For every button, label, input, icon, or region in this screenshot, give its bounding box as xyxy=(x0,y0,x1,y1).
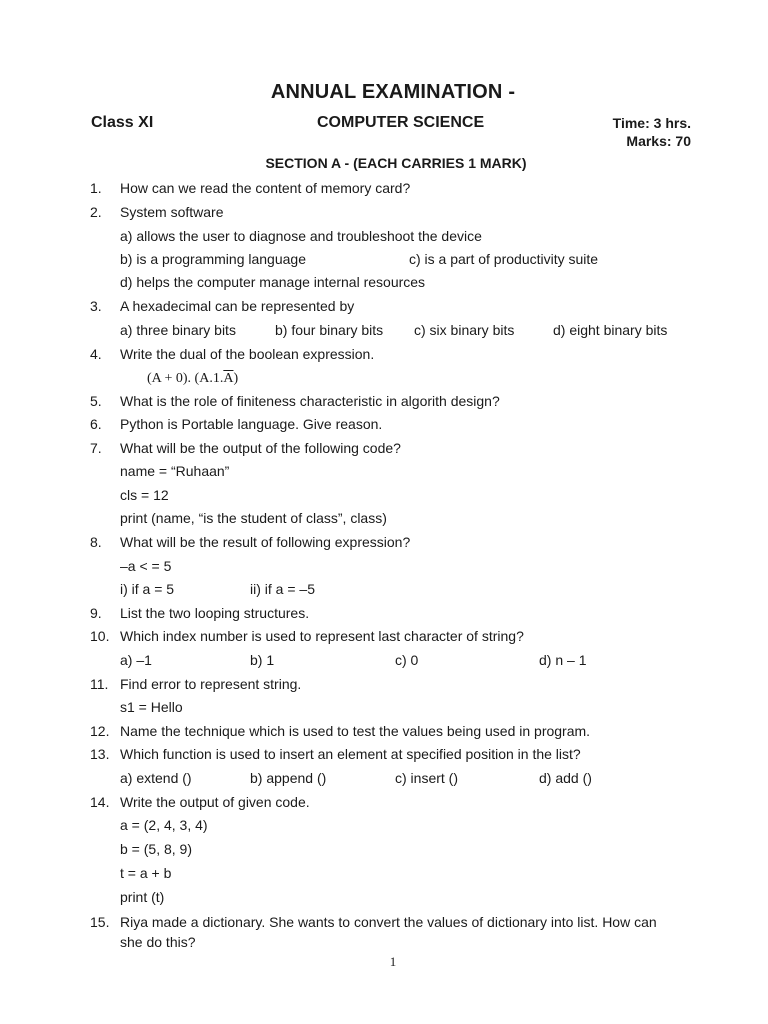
question-text: Python is Portable language. Give reason. xyxy=(120,416,383,432)
question-text: What will be the output of the following code? xyxy=(120,440,401,456)
subject-label: COMPUTER SCIENCE xyxy=(317,114,485,131)
option-row xyxy=(0,272,768,293)
question-text: Which function is used to insert an element at specified position in the list? xyxy=(120,746,581,762)
question-8 xyxy=(0,532,768,553)
option-b: b) is a programming language xyxy=(120,251,306,267)
option-b: b) append () xyxy=(250,770,327,786)
option-a: a) three binary bits xyxy=(120,322,236,338)
question-text: System software xyxy=(120,204,224,220)
question-1 xyxy=(0,178,768,199)
section-title: SECTION A - (EACH CARRIES 1 MARK) xyxy=(265,155,527,171)
code-line: b = (5, 8, 9) xyxy=(120,841,192,857)
question-text: Find error to represent string. xyxy=(120,676,302,692)
time-label: Time: 3 hrs. xyxy=(612,115,691,131)
question-number: 10. xyxy=(90,628,110,644)
question-number: 7. xyxy=(90,440,102,456)
code-line: s1 = Hello xyxy=(120,699,183,715)
question-number: 4. xyxy=(90,346,102,362)
question-number: 8. xyxy=(90,534,102,550)
question-number: 15. xyxy=(90,914,110,930)
option-a: a) allows the user to diagnose and troubleshoot the device xyxy=(120,228,482,244)
option-row xyxy=(0,320,768,341)
question-14 xyxy=(0,792,768,813)
option-d: d) eight binary bits xyxy=(553,322,668,338)
option-row xyxy=(0,226,768,247)
option-row xyxy=(0,249,768,270)
option-d: d) add () xyxy=(539,770,592,786)
question-number: 12. xyxy=(90,723,110,739)
question-7 xyxy=(0,438,768,459)
option-row xyxy=(0,768,768,789)
question-text: Name the technique which is used to test the values being used in program. xyxy=(120,723,591,739)
option-b: b) 1 xyxy=(250,652,275,668)
option-row xyxy=(0,579,768,600)
question-4 xyxy=(0,344,768,365)
question-6 xyxy=(0,414,768,435)
question-11 xyxy=(0,674,768,695)
question-13 xyxy=(0,744,768,765)
question-text: Write the dual of the boolean expression. xyxy=(120,346,375,362)
option-b: b) four binary bits xyxy=(275,322,384,338)
question-5 xyxy=(0,391,768,412)
exam-title: ANNUAL EXAMINATION - xyxy=(270,81,516,103)
question-text: What will be the result of following expression? xyxy=(120,534,411,550)
question-number: 11. xyxy=(90,676,109,692)
code-line: print (name, “is the student of class”, class) xyxy=(120,510,387,526)
boolean-expression xyxy=(0,368,768,389)
question-text: Write the output of given code. xyxy=(120,794,310,810)
option-c: c) insert () xyxy=(395,770,458,786)
code-line: –a < = 5 xyxy=(120,558,172,574)
option-c: c) is a part of productivity suite xyxy=(409,251,599,267)
option-a: a) –1 xyxy=(120,652,152,668)
option-row xyxy=(0,650,768,671)
question-3 xyxy=(0,296,768,317)
question-2 xyxy=(0,202,768,223)
code-line: cls = 12 xyxy=(120,487,169,503)
question-number: 14. xyxy=(90,794,110,810)
option-a: a) extend () xyxy=(120,770,192,786)
code-line: a = (2, 4, 3, 4) xyxy=(120,817,208,833)
option-ii: ii) if a = –5 xyxy=(250,581,315,597)
option-d: d) helps the computer manage internal resources xyxy=(120,274,426,290)
question-12 xyxy=(0,721,768,742)
question-number: 1. xyxy=(90,180,102,196)
question-15 xyxy=(0,912,768,933)
question-number: 5. xyxy=(90,393,102,409)
question-number: 13. xyxy=(90,746,110,762)
page-number: 1 xyxy=(389,954,397,969)
question-10 xyxy=(0,626,768,647)
class-label: Class XI xyxy=(91,114,154,131)
question-9 xyxy=(0,603,768,624)
expression: (A + 0). $(A.1.\overline{A})$ xyxy=(147,371,239,386)
a-bar: $\overline{A}$ xyxy=(223,371,234,386)
code-line: name = “Ruhaan” xyxy=(120,463,230,479)
question-text: A hexadecimal can be represented by xyxy=(120,298,355,314)
question-text: Riya made a dictionary. She wants to convert the values of dictionary into list. How can xyxy=(120,914,657,930)
question-text: Which index number is used to represent last character of string? xyxy=(120,628,524,644)
question-number: 3. xyxy=(90,298,102,314)
question-text: List the two looping structures. xyxy=(120,605,310,621)
question-number: 6. xyxy=(90,416,102,432)
option-c: c) six binary bits xyxy=(414,322,515,338)
code-line: t = a + b xyxy=(120,865,172,881)
marks-label: Marks: 70 xyxy=(626,133,691,149)
code-line: print (t) xyxy=(120,889,165,905)
question-text: What is the role of finiteness characteristic in algorith design? xyxy=(120,393,500,409)
option-c: c) 0 xyxy=(395,652,419,668)
question-text: How can we read the content of memory card? xyxy=(120,180,411,196)
question-continuation: she do this? xyxy=(120,934,196,950)
question-number: 9. xyxy=(90,605,102,621)
option-d: d) n – 1 xyxy=(539,652,587,668)
question-number: 2. xyxy=(90,204,102,220)
option-i: i) if a = 5 xyxy=(120,581,175,597)
